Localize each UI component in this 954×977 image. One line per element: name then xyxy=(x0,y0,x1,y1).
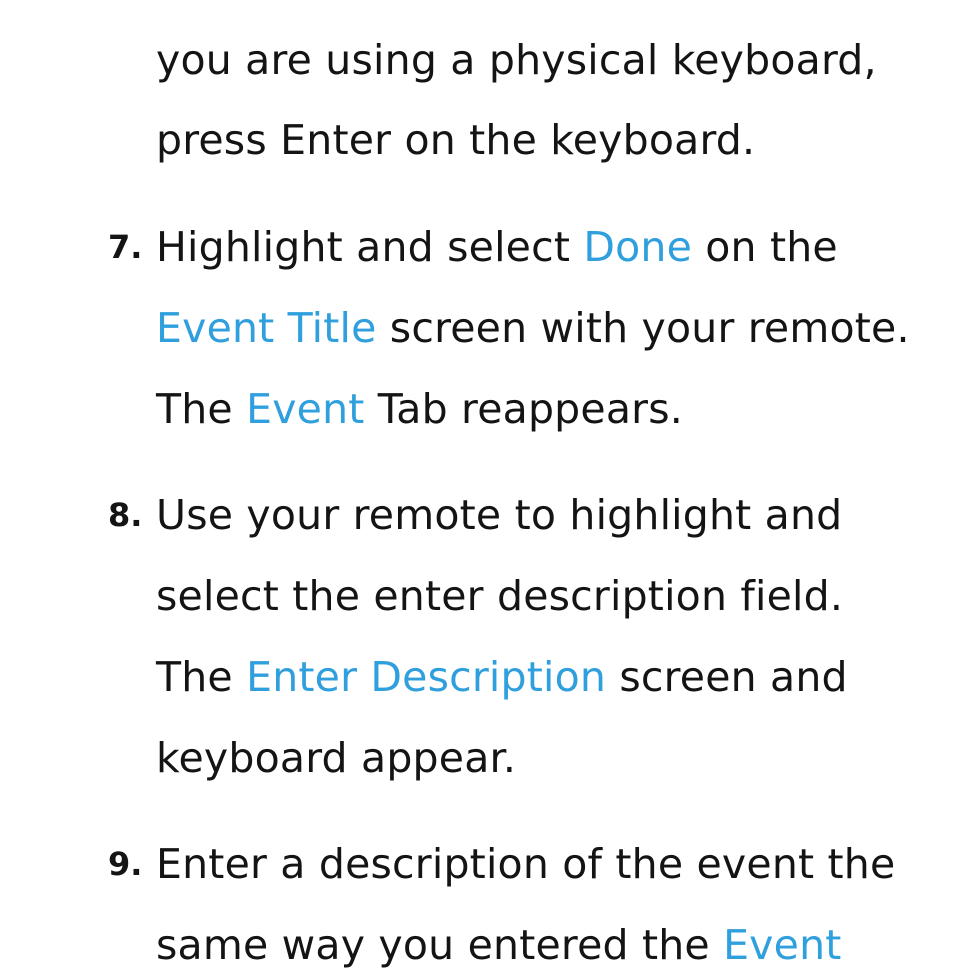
step-7-number: 7. xyxy=(108,228,143,266)
event-term-2: Event xyxy=(723,921,842,969)
step-7-line-1: Highlight and select Done on the xyxy=(156,223,838,271)
step-9-number: 9. xyxy=(108,845,143,883)
step-8-line-4: keyboard appear. xyxy=(156,734,517,782)
event-title-term: Event Title xyxy=(156,304,377,352)
event-term: Event xyxy=(246,385,365,433)
step-7-line-2: Event Title screen with your remote. xyxy=(156,304,910,352)
enter-description-term: Enter Description xyxy=(246,653,607,701)
step-9-line-2: same way you entered the Event xyxy=(156,921,842,969)
intro-line-2: press Enter on the keyboard. xyxy=(156,116,756,164)
intro-line-1: you are using a physical keyboard, xyxy=(156,36,877,84)
step-8-line-1: Use your remote to highlight and xyxy=(156,491,843,539)
step-9-line-1: Enter a description of the event the xyxy=(156,840,896,888)
step-8-line-3: The Enter Description screen and xyxy=(156,653,848,701)
step-7-line-3: The Event Tab reappears. xyxy=(156,385,683,433)
step-8-number: 8. xyxy=(108,496,143,534)
done-term: Done xyxy=(583,223,693,271)
step-8-line-2: select the enter description field. xyxy=(156,572,844,620)
